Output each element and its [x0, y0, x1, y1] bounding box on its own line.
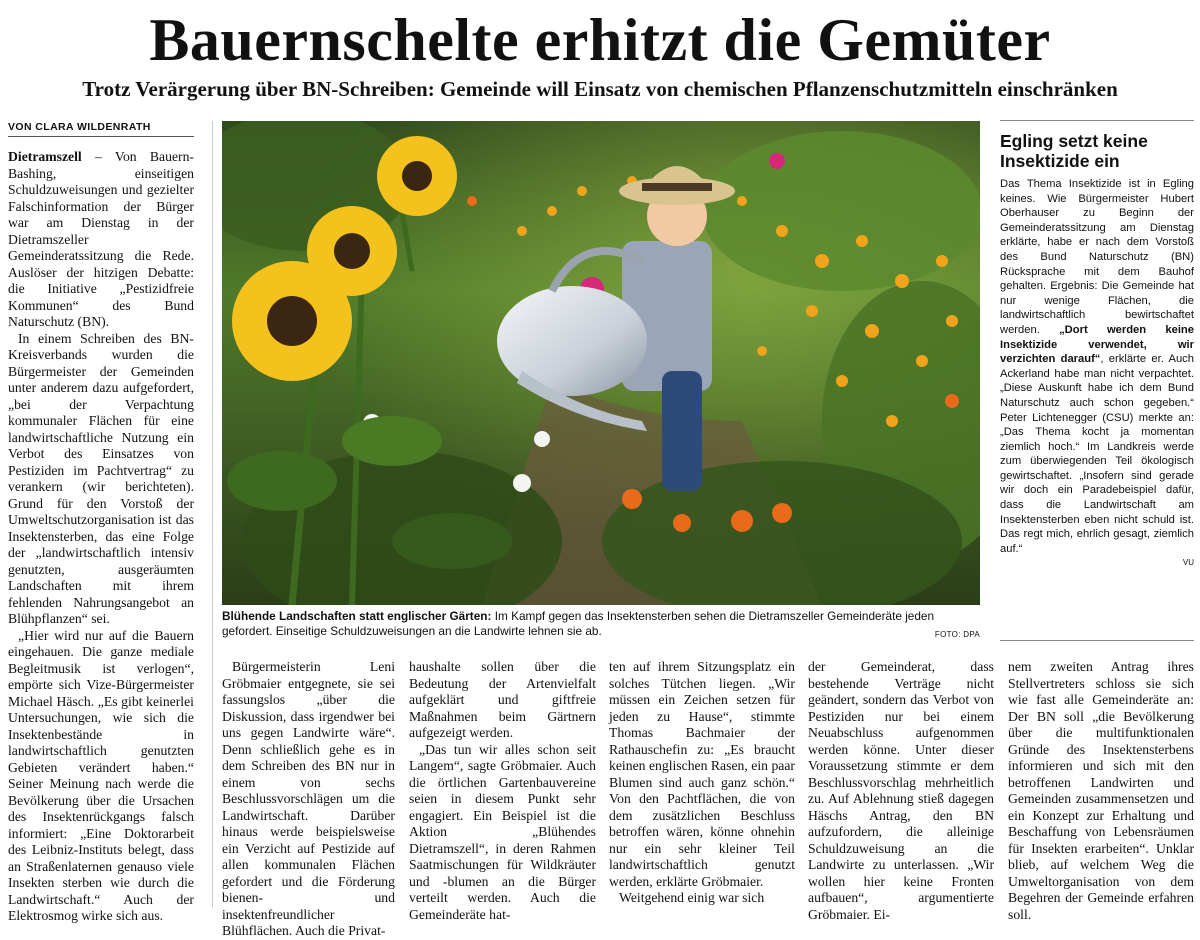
dateline: Dietramszell — [8, 149, 82, 164]
caption-lead: Blühende Landschaften statt englischer Gärten: — [222, 609, 492, 623]
caption-text: Im Kampf gegen das Insektensterben sehen die Dietramszeller Gemeinderäte jeden gefordert. Einseitige Schuldzuweisungen an die Landwirte lehnen sie ab. — [222, 609, 935, 638]
photo-caption — [222, 609, 980, 639]
article-column-6 — [1008, 659, 1194, 923]
column-rule — [212, 121, 213, 907]
paragraph: In einem Schreiben des BN-Kreisverbands wurden die Bürgermeister der Gemeinden unter anderem dazu aufgefordert, „bei der Verpachtung kommunaler Flächen für eine landwirtschaftliche Nutzung ein Verbot des Einsatzes von Pestiziden im Pachtvertrag“ zu verankern (wir berichteten). Grund für den Vorstoß der Umweltschutzorganisation ist das Insektensterben, das eine Folge der „landwirtschaftlich intensiv genutzten, ausgeräumten Landschaften mit ihrem fehlenden Nahrungsangebot an Blühpflanzen“ sei. — [8, 330, 194, 626]
article-column-5 — [808, 659, 994, 923]
paragraph: Bürgermeisterin Leni Gröbmaier entgegnete, sie sei fassungslos „über die Diskussion, dass irgendwer bei uns gegen Landwirte wäre“. Denn schließlich gehe es in dem Schreiben des BN nur in einem von sechs Beschlussvorschlägen um die Landwirtschaft. Darüber hinaus werde beispielsweise ein Verzicht auf Pestizide auf allen kommunalen Flächen gefordert und die Förderung bienen- und insektenfreundlicher Blühflächen. Auch die Privat- — [222, 659, 395, 938]
paragraph: „Das tun wir alles schon seit Langem“, sagte Gröbmaier. Auch die örtlichen Gartenbauvereine seien in diesem Punkt sehr engagiert. Ein Beispiel ist die Aktion „Blühendes Dietramszell“, in deren Rahmen Saatmischungen für Wildkräuter und -blumen an die Bürger verteilt werden. Auch die Gemeinderäte hat- — [409, 741, 596, 922]
paragraph: nem zweiten Antrag ihres Stellvertreters schloss sie sich wie fast alle Gemeinderäte an: Der BN soll „die Bevölkerung über die multifunktionalen Gründe des Insektensterbens informieren und sich mit den betroffenen Landwirten und Gemeinden zusammensetzen und ein Konzept zur Erhaltung und Beschaffung von Lebensräumen für Insekten erarbeiten“. Unklar blieb, auf welchem Weg die Umweltorganisation von dem Begehren der Gemeinde erfahren soll. — [1008, 659, 1194, 922]
sidebar-text: Das Thema Insektizide ist in Egling keines. Wie Bürgermeister Hubert Oberhauser zu Beginn der Gemeinderatssitzung am Dienstag erklärte, habe er nach dem Vorstoß des Bund Naturschutz (BN) Rücksprache mit dem Bauhof gehalten. Ergebnis: Die Gemeinde hat nur wenige Flächen, die landwirtschaftlich bewirtschaftet werden. — [1000, 178, 1194, 336]
sidebar-title: Egling setzt keine Insektizide ein — [1000, 131, 1148, 171]
paragraph-text: – Von Bauern-Bashing, einseitigen Schuldzuweisungen und gezielter Falschinformation der Bürger war am Dienstag in der Dietramszeller Gemeinderatssitzung die Rede. Auslöser der hitzigen Debatte: die Initiative „Pestizidfreie Kommunen“ des Bund Naturschutz (BN). — [8, 149, 194, 329]
byline: VON CLARA WILDENRATH — [8, 121, 194, 137]
article-column-3 — [409, 659, 596, 923]
sidebar-paragraph — [1000, 177, 1194, 556]
paragraph: ten auf ihrem Sitzungsplatz ein solches Tütchen liegen. „Wir müssen ein Zeichen setzen für jeden zu Hause“, stimmte Thomas Bachmaier der Rathauschefin zu: „Es braucht keinen englischen Rasen, ein paar Blumen sind auch ganz schön.“ Von den Pachtflächen, die von dem zusätzlichen Beschluss betroffen wären, könne ohnehin nur ein sehr kleiner Teil landwirtschaftlich genutzt werden, erklärte Gröbmaier. — [609, 659, 795, 889]
headline: Bauernschelte erhitzt die Gemüter — [149, 7, 1051, 73]
paragraph — [8, 149, 194, 331]
article-column-1 — [8, 149, 194, 925]
photo-credit: FOTO: DPA — [934, 630, 980, 639]
sidebar-box — [1000, 120, 1194, 571]
subheadline: Trotz Verärgerung über BN-Schreiben: Gemeinde will Einsatz von chemischen Pflanzenschutzmitteln einschränken — [82, 77, 1118, 101]
article-photo — [222, 121, 980, 605]
sidebar-signature: VU — [1182, 558, 1194, 568]
sidebar-text: , erklärte er. Auch Ackerland habe man nicht verpachtet. „Diese Auskunft habe ich dem Bund Naturschutz auch schon gegeben.“ Peter Lichtenegger (CSU) merkte an: „Das Thema kocht ja momentan ziemlich hoch.“ Im Landkreis werde zum überwiegenden Teil ökologisch gewirtschaftet. „Insofern sind gerade wir doch ein Paradebeispiel dafür, dass die Landwirtschaft am Insektensterben eben nicht schuld ist. Das regt mich, ehrlich gesagt, ziemlich auf.“ — [1000, 353, 1194, 555]
sidebar-quote: „Dort werden keine Insektizide verwendet, wir verzichten darauf“ — [1000, 323, 1194, 366]
sidebar-rule — [1000, 640, 1194, 641]
article-column-2 — [222, 659, 395, 940]
sidebar-body — [1000, 177, 1194, 571]
paragraph: der Gemeinderat, dass bestehende Verträge nicht geändert, sondern das Verbot von Pestiziden nur bei einem Neuabschluss aufgenommen werden könne. Unter dieser Voraussetzung stimmte er dem Beschlussvorschlag mehrheitlich zu. Auf Ablehnung stieß dagegen Häschs Antrag, den BN aufzufordern, die alleinige Schuldzuweisung an die Landwirte zu unterlassen. „Wir wollen hier keine Fronten aufbauen“, argumentierte Gröbmaier. Ei- — [808, 659, 994, 922]
paragraph: Weitgehend einig war sich — [619, 890, 765, 905]
garden-photo-illustration — [222, 121, 980, 605]
paragraph: haushalte sollen über die Bedeutung der Artenvielfalt aufgeklärt und giftfreie Maßnahmen beim Gärtnern aufgezeigt werden. — [409, 659, 596, 740]
paragraph: „Hier wird nur auf die Bauern eingehauen. Die ganze mediale Begleitmusik ist verlogen“, empörte sich Vize-Bürgermeister Michael Häsch. „Es gibt keinerlei Untersuchungen, wie sich die Insektenbestände in landwirtschaftlich genutzten Gebieten verändert haben.“ Seiner Meinung nach werde die Bevölkerung über die Ursachen des Insektenrückgangs falsch informiert: „Eine Doktorarbeit des Leibniz-Instituts belegt, dass an Straßenlaternen genauso viele Insekten sterben wie durch die Landwirtschaft.“ Auch der Elektrosmog wirke sich aus. — [8, 627, 194, 923]
article-column-4 — [609, 659, 795, 907]
